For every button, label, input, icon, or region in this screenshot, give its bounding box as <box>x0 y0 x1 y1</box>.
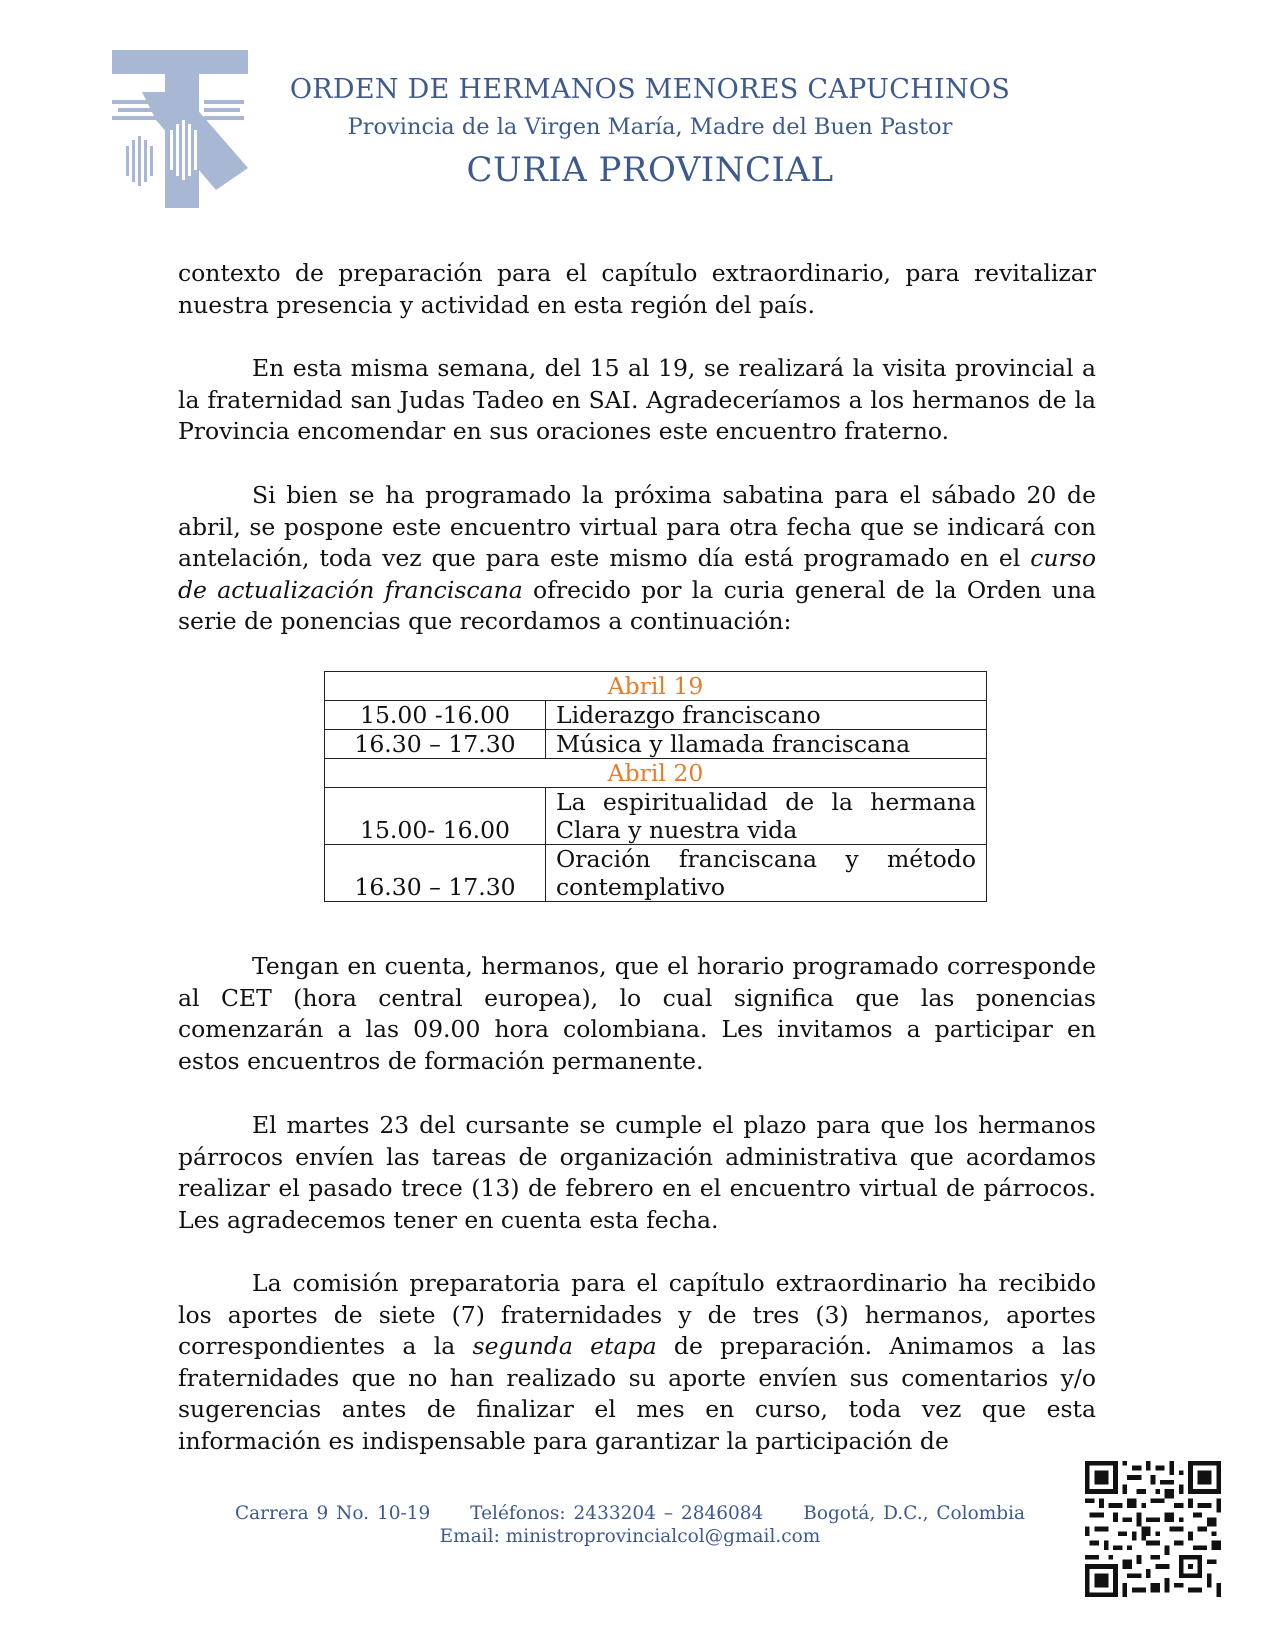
time-cell: 15.00 -16.00 <box>325 701 546 730</box>
paragraph-3-part-a: Si bien se ha programado la próxima sabatina para el sábado 20 de abril, se pospone este encuentro virtual para otra fecha que se indicará con antelación, toda vez que para este mismo día está programado en el <box>178 481 1096 572</box>
day-header: Abril 20 <box>325 759 987 788</box>
paragraph-2 <box>178 353 1096 448</box>
paragraph-6-text <box>178 1268 1096 1457</box>
paragraph-2-text: En esta misma semana, del 15 al 19, se realizará la visita provincial a la fraternidad san Judas Tadeo en SAI. Agradeceríamos a los hermanos de la Provincia encomendar en sus oraciones este encuentro fraterno. <box>178 354 1096 445</box>
qr-code-icon <box>1085 1461 1221 1597</box>
paragraph-3 <box>178 480 1096 638</box>
footer-address: Carrera 9 No. 10-19 <box>234 1503 431 1524</box>
time-cell: 16.30 – 17.30 <box>325 845 546 902</box>
footer-contact <box>200 1503 1060 1524</box>
paragraph-6 <box>178 1268 1096 1457</box>
time-cell: 16.30 – 17.30 <box>325 730 546 759</box>
paragraph-5 <box>178 1110 1096 1236</box>
order-title: ORDEN DE HERMANOS MENORES CAPUCHINOS <box>289 74 1011 105</box>
paragraph-4 <box>178 951 1096 1077</box>
table-row <box>325 672 987 701</box>
schedule-table <box>324 671 987 902</box>
day-header: Abril 19 <box>325 672 987 701</box>
paragraph-1-text: contexto de preparación para el capítulo extraordinario, para revitalizar nuestra presencia y actividad en esta región del país. <box>178 259 1096 319</box>
paragraph-3-part-b: ofrecido por la curia general de la Orden una serie de ponencias que recordamos a continuación: <box>178 575 1096 635</box>
footer-phones: Teléfonos: 2433204 – 2846084 <box>470 1503 764 1524</box>
table-row <box>325 788 987 845</box>
province-subtitle: Provincia de la Virgen María, Madre del Buen Pastor <box>347 114 953 140</box>
time-cell: 15.00- 16.00 <box>325 788 546 845</box>
table-row <box>325 730 987 759</box>
paragraph-6-part-a: La comisión preparatoria para el capítulo extraordinario ha recibido los aportes de siete (7) fraternidades y de tres (3) hermanos, aportes correspondientes a la <box>178 1269 1096 1360</box>
footer-email: Email: ministroprovincialcol@gmail.com <box>439 1526 821 1547</box>
paragraph-6-part-b: de preparación. Animamos a las fraternidades que no han realizado su aporte envíen sus comentarios y/o sugerencias antes de finalizar el mes en curso, toda vez que esta información es indispensable para garantizar la participación de <box>178 1332 1097 1455</box>
stage-name: segunda etapa <box>472 1332 657 1360</box>
table-row <box>325 845 987 902</box>
topic-cell: Música y llamada franciscana <box>546 730 987 759</box>
paragraph-1 <box>178 258 1096 321</box>
capuchin-logo-icon <box>112 50 248 208</box>
topic-cell: Liderazgo franciscano <box>546 701 987 730</box>
footer-city: Bogotá, D.C., Colombia <box>803 1503 1026 1524</box>
table-row <box>325 759 987 788</box>
topic-cell: Oración franciscana y método contemplativo <box>546 845 987 902</box>
table-row <box>325 701 987 730</box>
curia-title: CURIA PROVINCIAL <box>466 150 834 190</box>
paragraph-3-text <box>178 480 1096 638</box>
paragraph-4-text: Tengan en cuenta, hermanos, que el horario programado corresponde al CET (hora central europea), lo cual significa que las ponencias comenzarán a las 09.00 hora colombiana. Les invitamos a participar en estos encuentros de formación permanente. <box>178 952 1096 1075</box>
course-name: curso de actualización franciscana <box>178 544 1096 604</box>
paragraph-5-text: El martes 23 del cursante se cumple el plazo para que los hermanos párrocos envíen las tareas de organización administrativa que acordamos realizar el pasado trece (13) de febrero en el encuentro virtual de párrocos. Les agradecemos tener en cuenta esta fecha. <box>178 1111 1096 1234</box>
topic-cell: La espiritualidad de la hermana Clara y nuestra vida <box>546 788 987 845</box>
